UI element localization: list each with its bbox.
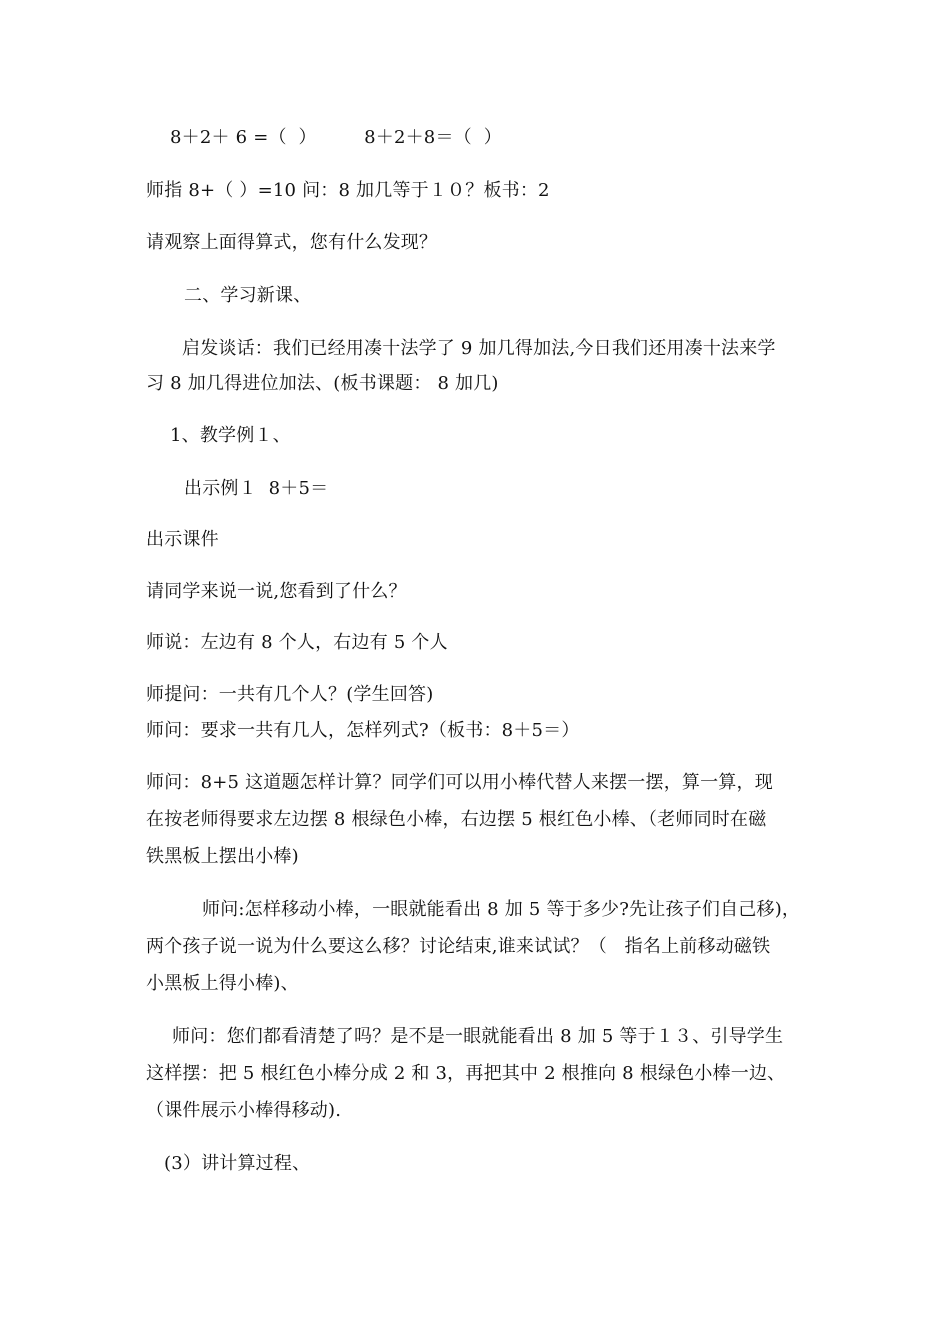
paragraph-line: 启发谈话：我们已经用凑十法学了 9 加几得加法,今日我们还用凑十法来学 <box>182 338 776 359</box>
paragraph-line: 请观察上面得算式，您有什么发现？ <box>146 232 438 253</box>
paragraph-line: 小黑板上得小棒)、 <box>146 973 299 994</box>
equation-line: 8＋2＋ 6 =（ ） 8＋2＋8＝（ ） <box>170 127 502 148</box>
paragraph-line: 这样摆：把 5 根红色小棒分成 2 和 3，再把其中 2 根推向 8 根绿色小棒一边、 <box>146 1063 786 1084</box>
paragraph-line: （课件展示小棒得移动). <box>146 1100 342 1121</box>
paragraph-line: 请同学来说一说,您看到了什么？ <box>146 581 407 602</box>
paragraph-line: 师提问：一共有几个人？(学生回答) <box>146 684 434 705</box>
paragraph-line: 在按老师得要求左边摆 8 根绿色小棒，右边摆 5 根红色小棒、（老师同时在磁 <box>146 809 767 830</box>
paragraph-line: 两个孩子说一说为什么要这么移？讨论结束,谁来试试？（ 指名上前移动磁铁 <box>146 936 771 957</box>
paragraph-line: 师说：左边有 8 个人，右边有 5 个人 <box>146 632 448 653</box>
paragraph-line: 出示课件 <box>146 529 219 550</box>
paragraph-line: 习 8 加几得进位加法、(板书课题： 8 加几) <box>146 373 499 394</box>
paragraph-line: 师问：您们都看清楚了吗？是不是一眼就能看出 8 加 5 等于１３、引导学生 <box>172 1026 784 1047</box>
section-heading: 二、学习新课、 <box>184 285 312 306</box>
paragraph-line: 师问：要求一共有几人，怎样列式?（板书：8＋5＝） <box>146 720 580 741</box>
paragraph-line: 铁黑板上摆出小棒) <box>146 846 299 867</box>
paragraph-line: 师问：8+5 这道题怎样计算？同学们可以用小棒代替人来摆一摆，算一算，现 <box>146 772 773 793</box>
subsection-heading: 1、教学例１、 <box>170 425 291 446</box>
subsection-heading: (3）讲计算过程、 <box>164 1153 311 1174</box>
paragraph-line: 师问:怎样移动小棒，一眼就能看出 8 加 5 等于多少?先让孩子们自己移)， <box>202 899 801 920</box>
paragraph-line: 出示例１ 8＋5＝ <box>184 478 329 499</box>
paragraph-line: 师指 8+（ ）=10 问：8 加几等于１０？板书：2 <box>146 180 550 201</box>
